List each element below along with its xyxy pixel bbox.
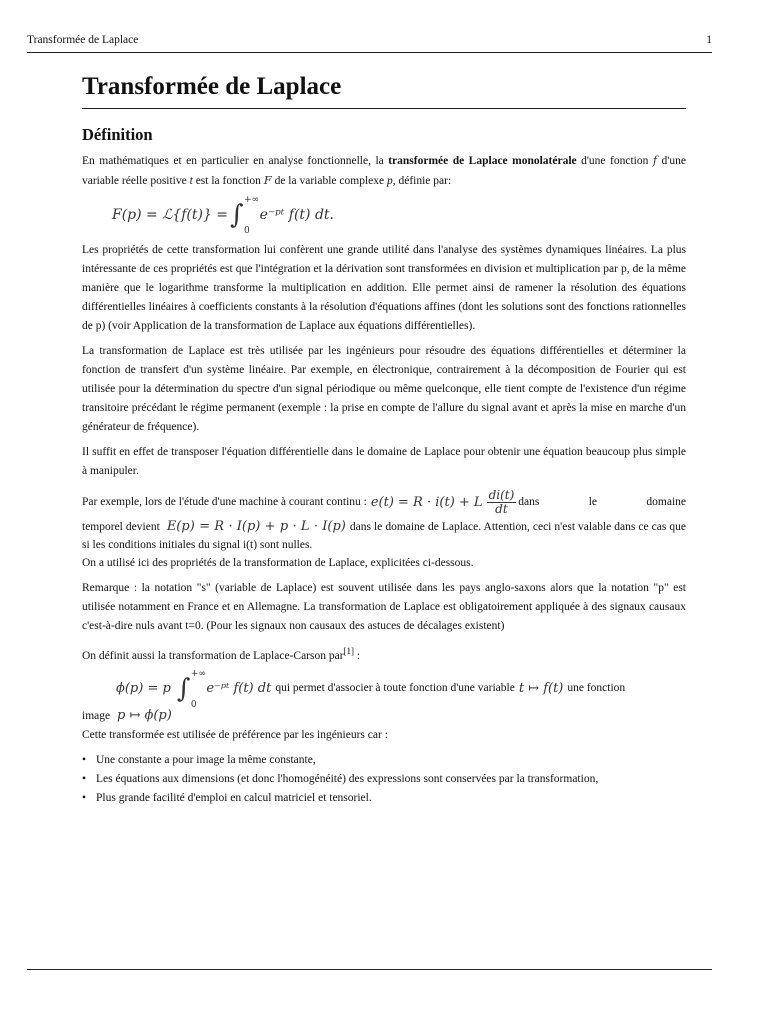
integral-upper: +∞: [190, 668, 206, 679]
integral-lower: 0: [190, 699, 197, 710]
paragraph-engineers: La transformation de Laplace est très utilisée par les ingénieurs pour résoudre des équations différentielles et déterminer la fonction de transfert d'un système linéaire. Par exemple, en électronique, contrairement à la décomposition de Fourier qui est utilisée pour la détermination du spectre d'un signal périodique ou même quelconque, elle tient compte de l'existence d'un régime transitoire précédant le régime permanent (exemple : la prise en compte de l'allure du signal avant et après la mise en marche d'un générateur de fréquence).: [82, 345, 686, 433]
integral-lower: 0: [244, 226, 250, 236]
list-item: • Plus grande facilité d'emploi en calcul matriciel et tensoriel.: [96, 789, 686, 808]
paragraph-remark: Remarque : la notation "s" (variable de Laplace) est souvent utilisée dans les pays anglo-saxons alors que la notation "p" est utilisée notamment en France et en Allemagne. La transformation de Laplace est obligatoirement appliquée à des signaux causaux c'est-à-dire nuls avant t=0. (Pour les signaux non causaux des astuces de décalages existent): [82, 582, 686, 632]
page-number: 1: [706, 34, 712, 46]
text: est la fonction: [192, 175, 264, 187]
text: dans le domaine de Laplace. Attention, ceci n'est valable dans ce cas que si les conditions initiales du signal i(t) sont nulles.: [82, 521, 686, 551]
paragraph-temporal: [82, 518, 686, 554]
text: :: [354, 649, 361, 662]
section-heading: Définition: [82, 125, 153, 144]
text: temporel devient: [82, 521, 160, 533]
map-p-phi: p ↦ ϕ(p): [116, 707, 172, 723]
carson-text-end: une fonction: [567, 682, 626, 695]
var-t: t: [189, 175, 193, 187]
document-body: [82, 70, 686, 808]
eq-rhs: e⁻ᵖᵗ f(t) dt.: [259, 206, 334, 223]
reference-link[interactable]: [1]: [343, 646, 355, 656]
text: d'une variable réelle positive: [82, 155, 686, 187]
integral-upper: +∞: [244, 195, 260, 205]
eq-lhs: F(p) = ℒ{f(t)} =: [112, 206, 229, 223]
paragraph-properties: Les propriétés de cette transformation lui confèrent une grande utilité dans l'analyse des systèmes dynamiques linéaires. La plus intéressante de ces propriétés est que l'intégration et la dérivation sont transformées en division et multiplication par p, de la même manière que le logarithme transforme la multiplication en addition. Elle permet ainsi de ramener la résolution des équations différentielles linéaires à coefficients constants à la résolution d'équations affines (dont les solutions sont des fonctions rationnelles de p) (voir Application de la transformation de Laplace aux équations différentielles).: [82, 244, 686, 332]
integral-sign: ∫ +∞ 0: [230, 195, 260, 236]
paragraph-image: [82, 706, 686, 726]
paragraph-transpose: Il suffit en effet de transposer l'équation différentielle dans le domaine de Laplace pour obtenir une équation beaucoup plus simple à manipuler.: [82, 446, 686, 477]
page-title: Transformée de Laplace: [82, 70, 686, 109]
text: , définie par:: [392, 175, 452, 187]
text: image: [82, 709, 111, 722]
example-text: Par exemple, lors de l'étude d'une machine à courant continu :: [82, 496, 367, 508]
fraction-numerator: di(t): [488, 488, 515, 502]
carson-equation-line: [112, 668, 686, 710]
example-equation: e(t) = R · i(t) + L: [370, 495, 483, 510]
paragraph-used-properties: On a utilisé ici des propriétés de la transformation de Laplace, explicitées ci-dessous.: [82, 557, 474, 569]
text: d'une fonction: [576, 155, 653, 167]
paragraph-definition: [82, 151, 686, 191]
list-item: • Une constante a pour image la même constante,: [96, 751, 686, 770]
footer-rule: [27, 969, 712, 970]
integral-sign: ∫ +∞ 0: [176, 668, 206, 710]
running-title: Transformée de Laplace: [27, 34, 139, 46]
var-p: p: [386, 175, 393, 187]
carson-text: qui permet d'associer à toute fonction d'une variable: [275, 682, 515, 695]
example-text-end: dans le domaine: [518, 496, 686, 508]
list-item: • Les équations aux dimensions (et donc l'homogénéité) des expressions sont conservées par la transformation,: [96, 770, 686, 789]
advantages-list: [82, 751, 686, 808]
header-rule: [27, 52, 712, 53]
laplace-equation: [112, 195, 686, 236]
text: On définit aussi la transformation de Laplace-Carson par: [82, 649, 344, 662]
carson-lhs: ϕ(p) = p: [116, 681, 171, 697]
text: de la variable complexe: [271, 175, 387, 187]
fraction-denominator: dt: [495, 502, 508, 516]
laplace-domain-equation: E(p) = R · I(p) + p · L · I(p): [166, 519, 346, 534]
math-F: F: [263, 173, 272, 187]
text: En mathématiques et en particulier en analyse fonctionnelle, la: [82, 155, 389, 167]
paragraph-preference: Cette transformée est utilisée de préférence par les ingénieurs car :: [82, 728, 388, 741]
map-t-f: t ↦ f(t): [518, 681, 564, 697]
bold-term: transformée de Laplace monolatérale: [388, 155, 577, 167]
paragraph-carson: [82, 642, 686, 666]
running-header: [27, 34, 712, 46]
math-f: f: [652, 153, 658, 167]
fraction: [487, 489, 517, 516]
carson-rhs: e⁻ᵖᵗ f(t) dt: [206, 681, 272, 697]
example-line: [82, 489, 686, 516]
